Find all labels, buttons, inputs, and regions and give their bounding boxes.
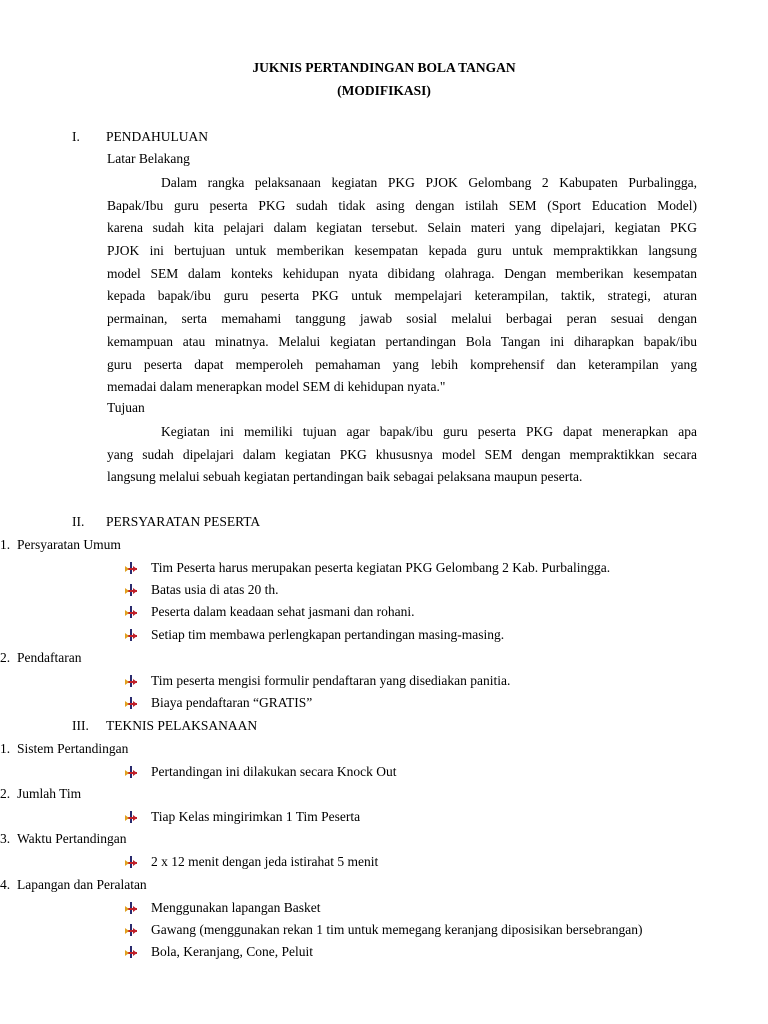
bullet-text: Setiap tim membawa perlengkapan pertandingan masing-masing. — [151, 627, 505, 642]
pushpin-arrow-icon — [124, 674, 138, 688]
paragraph-latar-belakang — [107, 172, 697, 399]
bullet-text: Pertandingan ini dilakukan secara Knock Out — [151, 764, 397, 779]
paragraph-line: PJOK ini bertujuan untuk memberikan kesempatan kepada guru untuk mempraktikkan langsung — [107, 243, 697, 259]
bullet-text: Batas usia di atas 20 th. — [151, 582, 279, 597]
pushpin-arrow-icon — [124, 605, 138, 619]
item-number: 4. — [0, 877, 11, 892]
item-label: Pendaftaran — [17, 650, 82, 665]
pushpin-arrow-icon — [124, 583, 138, 597]
item-number: 3. — [0, 831, 11, 846]
bullet-text: 2 x 12 menit dengan jeda istirahat 5 menit — [151, 854, 379, 869]
bullet-text: Biaya pendaftaran “GRATIS” — [151, 695, 313, 710]
item-label: Jumlah Tim — [17, 786, 82, 801]
bullet-text: Bola, Keranjang, Cone, Peluit — [151, 944, 313, 959]
pushpin-arrow-icon — [124, 765, 138, 779]
bullet-text: Menggunakan lapangan Basket — [151, 900, 321, 915]
section-title: PERSYARATAN PESERTA — [106, 514, 261, 529]
item-number: 1. — [0, 537, 11, 552]
section-title: PENDAHULUAN — [106, 129, 208, 144]
paragraph-line: langsung melalui sebuah kegiatan pertandingan baik sebagai pelaksana maupun peserta. — [107, 469, 583, 485]
item-number: 2. — [0, 786, 11, 801]
paragraph-line: Kegiatan ini memiliki tujuan agar bapak/ibu guru peserta PKG dapat menerapkan apa — [161, 424, 697, 439]
item-number: 1. — [0, 741, 11, 756]
paragraph-line: guru peserta dapat memperoleh pemahaman yang lebih komprehensif dan keterampilan yang — [107, 356, 697, 372]
pushpin-arrow-icon — [124, 901, 138, 915]
paragraph-line: permainan, serta memahami tanggung jawab sosial melalui berbagai peran sesuai dengan — [107, 311, 697, 327]
paragraph-line: Bapak/Ibu guru peserta PKG sudah tidak asing dengan istilah SEM (Sport Education Model) — [107, 197, 697, 213]
paragraph-tujuan — [107, 421, 697, 489]
pushpin-arrow-icon — [124, 628, 138, 642]
pushpin-arrow-icon — [124, 923, 138, 937]
item-label: Persyaratan Umum — [17, 537, 121, 552]
item-label: Sistem Pertandingan — [17, 741, 129, 756]
pushpin-arrow-icon — [124, 855, 138, 869]
pushpin-arrow-icon — [124, 810, 138, 824]
paragraph-line: kepada bapak/ibu guru peserta PKG untuk mempelajari keterampilan, taktik, strategi, aturan — [107, 288, 697, 304]
item-label: Waktu Pertandingan — [17, 831, 127, 846]
bullet-text: Tim Peserta harus merupakan peserta kegiatan PKG Gelombang 2 Kab. Purbalingga. — [151, 560, 611, 575]
pushpin-arrow-icon — [124, 696, 138, 710]
paragraph-line: karena sudah kita pelajari dalam kegiatan tersebut. Selain materi yang dipelajari, kegiatan PKG — [107, 220, 697, 236]
bullet-text: Tiap Kelas mingirimkan 1 Tim Peserta — [151, 809, 361, 824]
section-title: TEKNIS PELAKSANAAN — [106, 718, 258, 733]
item-number: 2. — [0, 650, 11, 665]
pushpin-arrow-icon — [124, 561, 138, 575]
bullet-text: Tim peserta mengisi formulir pendaftaran yang disediakan panitia. — [151, 673, 511, 688]
section-number: I. — [72, 129, 80, 144]
document-subtitle: (MODIFIKASI) — [337, 83, 431, 98]
subheading-latar-belakang: Latar Belakang — [107, 151, 190, 166]
subheading-tujuan: Tujuan — [107, 400, 145, 415]
paragraph-line: model SEM dalam konteks kehidupan nyata dibidang olahraga. Dengan memberikan kesempatan — [107, 265, 697, 281]
bullet-text: Gawang (menggunakan rekan 1 tim untuk memegang keranjang diposisikan bersebrangan) — [151, 922, 643, 937]
section-number: II. — [72, 514, 85, 529]
section-number: III. — [72, 718, 89, 733]
pushpin-arrow-icon — [124, 945, 138, 959]
bullet-text: Peserta dalam keadaan sehat jasmani dan rohani. — [151, 604, 415, 619]
document-title: JUKNIS PERTANDINGAN BOLA TANGAN — [252, 60, 516, 75]
paragraph-line: Dalam rangka pelaksanaan kegiatan PKG PJOK Gelombang 2 Kabupaten Purbalingga, — [161, 175, 697, 190]
paragraph-line: kemampuan atau minatnya. Melalui kegiatan pertandingan Bola Tangan ini diharapkan bapak/ibu — [107, 333, 697, 349]
paragraph-line: yang sudah dipelajari dalam kegiatan PKG khususnya model SEM dengan mempraktikkan secara — [107, 446, 697, 462]
paragraph-line: memadai dalam menerapkan model SEM di kehidupan nyata." — [107, 379, 446, 395]
item-label: Lapangan dan Peralatan — [17, 877, 147, 892]
